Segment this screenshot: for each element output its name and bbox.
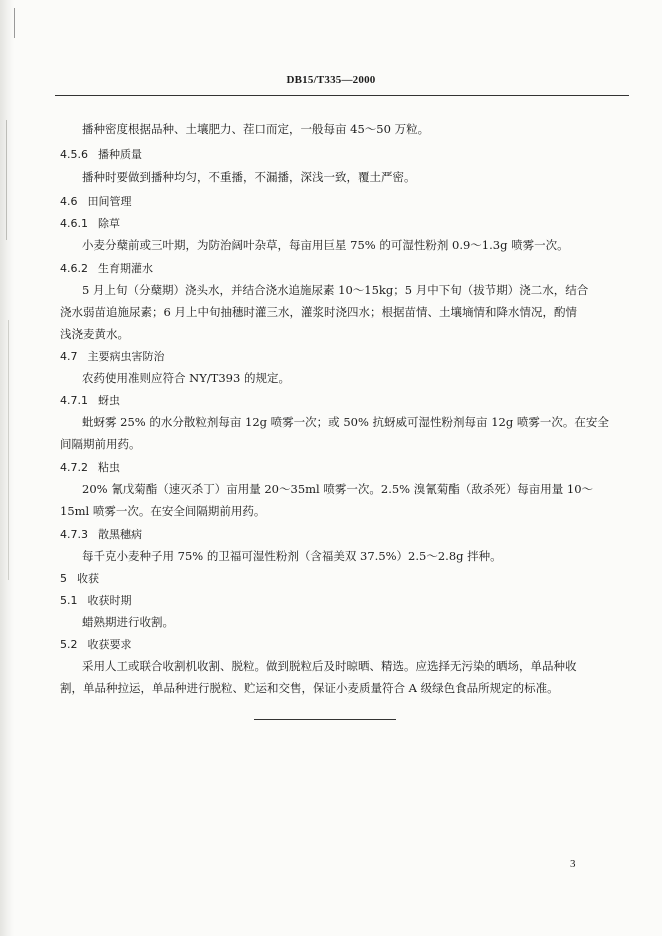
section-title: 散黑穗病	[98, 528, 142, 541]
header-divider	[55, 95, 629, 96]
section-heading	[60, 349, 165, 364]
section-title: 田间管理	[87, 195, 132, 208]
section-number: 5	[60, 572, 67, 585]
section-heading	[60, 261, 153, 276]
section-number: 4.7	[60, 350, 78, 363]
paragraph-line: 小麦分蘖前或三叶期，为防治阔叶杂草，每亩用巨星 75% 的可湿性粉剂 0.9～1.3g 喷雾一次。	[82, 238, 569, 252]
section-heading	[60, 147, 142, 162]
end-of-document-rule	[254, 719, 396, 720]
paragraph-line: 20% 氰戊菊酯（速灭杀丁）亩用量 20～35ml 喷雾一次。2.5% 溴氰菊酯（敌杀死）每亩用量 10～	[82, 482, 594, 496]
section-number: 4.6.2	[60, 262, 88, 275]
section-title: 收获	[77, 572, 99, 585]
section-title: 生育期灌水	[98, 262, 153, 275]
paragraph-line: 15ml 喷雾一次。在安全间隔期前用药。	[60, 504, 266, 518]
section-number: 5.1	[60, 594, 78, 607]
paragraph-line: 蚍蚜雾 25% 的水分散粒剂每亩 12g 喷雾一次；或 50% 抗蚜威可湿性粉剂每亩 12g 喷雾一次。在安全	[82, 415, 609, 429]
paragraph-line: 采用人工或联合收割机收割、脱粒。做到脱粒后及时晾晒、精选。应选择无污染的晒场，单品种收	[82, 659, 577, 673]
paragraph-line: 每千克小麦种子用 75% 的卫福可湿性粉剂（含福美双 37.5%）2.5～2.8g 拌种。	[82, 549, 502, 563]
paragraph-line: 浅浇麦黄水。	[60, 327, 129, 341]
paragraph-line: 蜡熟期进行收割。	[82, 615, 174, 629]
section-title: 收获时期	[87, 594, 132, 607]
document-header: DB15/T335—2000	[286, 74, 376, 86]
section-heading	[60, 527, 142, 542]
section-number: 5.2	[60, 638, 78, 651]
scan-mark	[8, 320, 9, 580]
section-title: 收获要求	[87, 638, 132, 651]
section-heading	[60, 637, 132, 652]
section-title: 主要病虫害防治	[87, 350, 165, 363]
paragraph-line: 间隔期前用药。	[60, 437, 141, 451]
section-number: 4.7.1	[60, 394, 88, 407]
section-heading	[60, 393, 120, 408]
section-title: 粘虫	[98, 461, 120, 474]
scan-edge-shadow	[0, 0, 14, 936]
section-title: 除草	[98, 217, 120, 230]
page-number: 3	[570, 858, 576, 870]
section-number: 4.7.3	[60, 528, 88, 541]
section-title: 播种质量	[98, 148, 142, 161]
section-title: 蚜虫	[98, 394, 120, 407]
paragraph-line: 播种密度根据品种、土壤肥力、茬口而定，一般每亩 45～50 万粒。	[82, 122, 430, 136]
paragraph-line: 5 月上旬（分蘖期）浇头水，并结合浇水追施尿素 10～15kg；5 月中下旬（拔节期）浇二水，结合	[82, 283, 589, 297]
section-heading	[60, 593, 132, 608]
section-heading	[60, 460, 120, 475]
section-number: 4.5.6	[60, 148, 88, 161]
section-number: 4.7.2	[60, 461, 88, 474]
section-heading	[60, 216, 120, 231]
scan-mark	[14, 8, 15, 38]
paragraph-line: 浇水弱苗追施尿素；6 月上中旬抽穗时灌三水，灌浆时浇四水；根据苗情、土壤墒情和降水情况，酌情	[60, 305, 577, 319]
scan-mark	[6, 120, 7, 240]
section-number: 4.6.1	[60, 217, 88, 230]
section-heading	[60, 571, 99, 586]
section-heading	[60, 194, 132, 209]
paragraph-line: 播种时要做到播种均匀，不重播，不漏播，深浅一致，覆土严密。	[82, 170, 416, 184]
section-number: 4.6	[60, 195, 78, 208]
paragraph-line: 农药使用准则应符合 NY/T393 的规定。	[82, 371, 290, 385]
paragraph-line: 割，单品种拉运，单品种进行脱粒、贮运和交售，保证小麦质量符合 A 级绿色食品所规定的标准。	[60, 681, 559, 695]
